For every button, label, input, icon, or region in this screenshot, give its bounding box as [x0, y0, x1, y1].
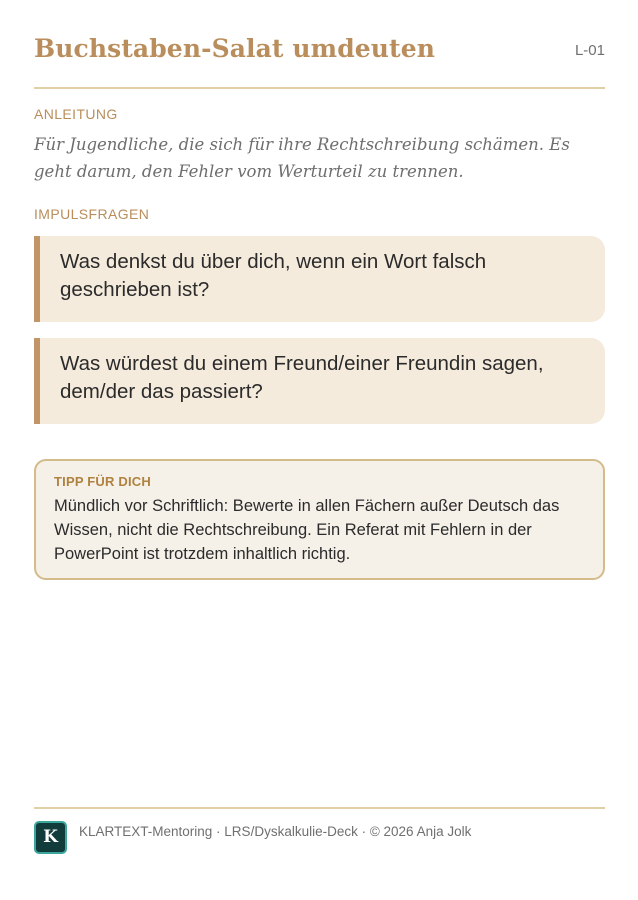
- prompts-label: IMPULSFRAGEN: [34, 206, 150, 222]
- prompt-text: Was denkst du über dich, wenn ein Wort falsch geschrieben ist?: [60, 250, 487, 301]
- prompt-card: [34, 338, 605, 424]
- instructions-label: ANLEITUNG: [34, 106, 118, 122]
- card-header: [34, 34, 605, 68]
- logo-letter: K: [43, 827, 58, 847]
- card: [34, 0, 605, 900]
- footer-credit: KLARTEXT-Mentoring · LRS/Dyskalkulie-Deck · © 2026 Anja Jolk: [79, 824, 472, 839]
- tip-label: TIPP FÜR DICH: [54, 474, 151, 489]
- card-id: L-01: [574, 42, 605, 59]
- instructions-text: Für Jugendliche, die sich für ihre Rechtschreibung schämen. Es geht darum, den Fehler vom Werturteil zu trennen.: [34, 135, 570, 181]
- prompt-text: Was würdest du einem Freund/einer Freundin sagen, dem/der das passiert?: [60, 352, 544, 403]
- tip-text: Mündlich vor Schriftlich: Bewerte in allen Fächern außer Deutsch das Wissen, nicht die Rechtschreibung. Ein Referat mit Fehlern in der PowerPoint ist trotzdem inhaltlich richtig.: [54, 497, 560, 563]
- prompt-card: [34, 236, 605, 322]
- card-title: Buchstaben-Salat umdeuten: [34, 34, 435, 63]
- tip-box: [34, 459, 605, 580]
- klartext-logo-icon: [34, 821, 67, 854]
- footer-divider: [34, 807, 605, 809]
- header-divider: [34, 87, 605, 89]
